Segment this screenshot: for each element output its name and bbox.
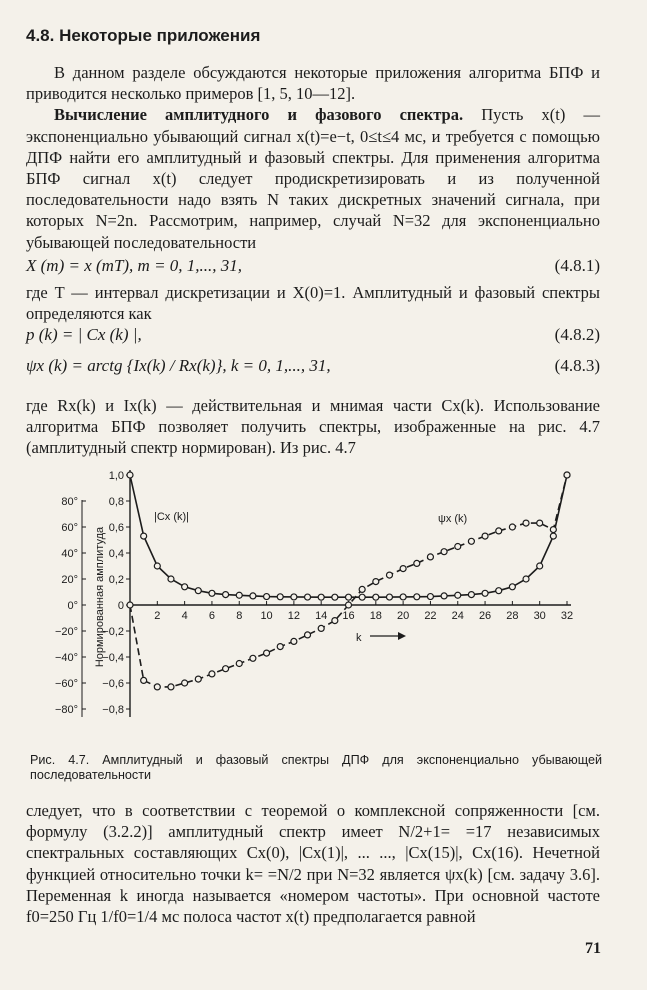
x-tick-label: 30 [533, 610, 546, 622]
y-tick-label: −0,4 [102, 652, 124, 664]
y-tick-label: 0,8 [108, 496, 124, 508]
y-tick-label: −0,2 [102, 626, 124, 638]
x-tick-label: 6 [208, 610, 215, 622]
x-tick-label: 26 [478, 610, 492, 622]
phase-point [264, 650, 270, 656]
amplitude-point [250, 593, 256, 599]
x-tick-label: 14 [315, 610, 328, 622]
phase-tick-label: −40° [54, 652, 78, 664]
following-paragraph: следует, что в соответствии с теоремой о комплексной сопряженности [см. формулу (3.2.2)] амплитудный спектр имеет N/2+1= =17 независимых спектральных составляющих Cx(0), |Cx(1)|, ... ..., |Cx(15)|, Cx(16). Нечетной функцией относительно точки k= =N/2 при N=32 является ψx(k) [см. задачу 3.6]. Переменная k иногда называется «номером частоты». При основной частоте f0=250 Гц 1/f0=1/4 мс полоса частот x(t) предполагается равной [26, 801, 600, 927]
x-tick-label: 10 [260, 610, 273, 622]
amplitude-legend-label: |Cx (k)| [154, 511, 190, 523]
amplitude-point [386, 594, 392, 600]
amplitude-point [305, 594, 311, 600]
amplitude-point [141, 533, 147, 539]
section-heading: 4.8. Некоторые приложения [26, 26, 261, 45]
y-tick-label: 0,2 [108, 574, 124, 586]
x-axis-arrow-head [398, 632, 406, 640]
amplitude-point [441, 593, 447, 599]
equation-number: (4.8.2) [554, 325, 600, 344]
x-tick-label: 16 [342, 610, 355, 622]
equation-number: (4.8.1) [554, 256, 600, 275]
phase-point [482, 533, 488, 539]
phase-point [195, 676, 201, 682]
equation-4-8-1 [26, 256, 600, 276]
amplitude-point [291, 594, 297, 600]
phase-point [291, 638, 297, 644]
amplitude-point [264, 594, 270, 600]
amplitude-point [168, 576, 174, 582]
phase-point [223, 666, 229, 672]
y-tick-label: −0,8 [102, 704, 124, 716]
phase-point [127, 602, 133, 608]
amplitude-point [455, 592, 461, 598]
amplitude-point [277, 594, 283, 600]
phase-point [168, 684, 174, 690]
phase-point [236, 661, 242, 667]
phase-point [537, 520, 543, 526]
amplitude-point [427, 594, 433, 600]
amplitude-point [400, 594, 406, 600]
figure-4-7-chart [0, 455, 647, 745]
phase-tick-label: −60° [54, 678, 78, 690]
amplitude-point [468, 592, 474, 598]
amplitude-point [359, 594, 365, 600]
phase-point [373, 579, 379, 585]
amplitude-point [414, 594, 420, 600]
phase-point [346, 602, 352, 608]
amplitude-point [154, 563, 160, 569]
x-tick-label: 12 [287, 610, 300, 622]
amplitude-point [127, 472, 133, 478]
phase-point [509, 524, 515, 530]
phase-point [455, 544, 461, 550]
equation-text: ψx (k) = arctg {Ix(k) / Rx(k)}, k = 0, 1,..., 31, [26, 356, 331, 375]
x-tick-label: 22 [424, 610, 437, 622]
phase-tick-label: −20° [54, 626, 78, 638]
phase-tick-label: 40° [61, 548, 78, 560]
y-tick-label: 0,6 [108, 522, 124, 534]
intro-paragraph [26, 62, 600, 253]
amplitude-point [318, 594, 324, 600]
amplitude-point [482, 590, 488, 596]
x-tick-label: 32 [560, 610, 574, 622]
equation-4-8-3 [26, 356, 600, 376]
amplitude-point [346, 594, 352, 600]
phase-point [427, 554, 433, 560]
phase-tick-label: −80° [54, 704, 78, 716]
y-tick-label: 1,0 [108, 470, 124, 482]
amplitude-series-line [130, 475, 567, 597]
x-tick-label: 4 [181, 610, 188, 622]
x-tick-label: 24 [451, 610, 464, 622]
where-paragraph-2: где Rx(k) и Ix(k) — действительная и мнимая части Cx(k). Использование алгоритма БПФ позволяет получить спектры, изображенные на рис. 4.7 (амплитудный спектр нормирован). Из рис. 4.7 [26, 396, 600, 458]
x-tick-label: 20 [397, 610, 410, 622]
amplitude-point [332, 594, 338, 600]
phase-point [414, 560, 420, 566]
amplitude-point [236, 592, 242, 598]
phase-point [141, 677, 147, 683]
spectrum-subheading: Вычисление амплитудного и фазового спектра. [54, 105, 464, 125]
phase-point [154, 684, 160, 690]
phase-point [550, 527, 556, 533]
x-tick-label: 8 [236, 610, 243, 622]
amplitude-point [223, 592, 229, 598]
y-axis-title: Нормированная амплитуда [94, 526, 106, 668]
y-tick-label: −0,6 [102, 678, 124, 690]
equation-text: p (k) = | Cx (k) |, [26, 325, 142, 344]
x-axis-title: k [356, 632, 362, 644]
phase-series-line [130, 475, 567, 687]
intro-text: В данном разделе обсуждаются некоторые приложения алгоритма БПФ и приводится несколько примеров [1, 5, 10—12]. [26, 63, 600, 104]
x-tick-label: 2 [154, 610, 161, 622]
amplitude-point [373, 594, 379, 600]
phase-tick-label: 60° [61, 522, 78, 534]
page-number: 71 [585, 940, 601, 957]
phase-point [496, 528, 502, 534]
phase-legend-label: ψx (k) [438, 513, 468, 525]
phase-tick-label: 0° [67, 600, 78, 612]
amplitude-point [209, 590, 215, 596]
phase-point [359, 586, 365, 592]
equation-text: X (m) = x (mT), m = 0, 1,..., 31, [26, 256, 243, 275]
x-tick-label: 28 [506, 610, 519, 622]
y-tick-label: 0 [117, 600, 124, 612]
phase-point [277, 644, 283, 650]
phase-point [332, 618, 338, 624]
amplitude-point [182, 584, 188, 590]
amplitude-point [523, 576, 529, 582]
phase-point [305, 632, 311, 638]
amplitude-point [496, 588, 502, 594]
phase-tick-label: 80° [61, 496, 78, 508]
equation-number: (4.8.3) [554, 356, 600, 375]
amplitude-point [509, 584, 515, 590]
equation-4-8-2 [26, 325, 600, 345]
phase-point [250, 655, 256, 661]
amplitude-point [550, 533, 556, 539]
phase-point [564, 472, 570, 478]
y-tick-label: 0,4 [108, 548, 124, 560]
amplitude-point [537, 563, 543, 569]
phase-point [182, 680, 188, 686]
figure-caption: Рис. 4.7. Амплитудный и фазовый спектры ДПФ для экспоненциально убывающей последовательности [30, 753, 602, 782]
phase-tick-label: 20° [61, 574, 78, 586]
phase-point [468, 538, 474, 544]
x-tick-label: 18 [369, 610, 382, 622]
phase-point [318, 625, 324, 631]
spectrum-text: Пусть x(t) — экспоненциально убывающий сигнал x(t)=e−t, 0≤t≤4 мс, и требуется с помощью ДПФ найти его амплитудный и фазовый спектры. Для применения алгоритма БПФ сигнал x(t) следует продискретизировать и из полученной последовательности надо взять N таких дискретных значений сигнала, при которых N=2n. Рассмотрим, например, случай N=32 для экспоненциально убывающей последовательности [26, 105, 600, 252]
amplitude-point [195, 588, 201, 594]
phase-point [523, 520, 529, 526]
phase-point [386, 572, 392, 578]
phase-point [209, 671, 215, 677]
phase-point [441, 549, 447, 555]
where-paragraph-1: где T — интервал дискретизации и X(0)=1. Амплитудный и фазовый спектры определяются как [26, 283, 600, 324]
phase-point [400, 566, 406, 572]
